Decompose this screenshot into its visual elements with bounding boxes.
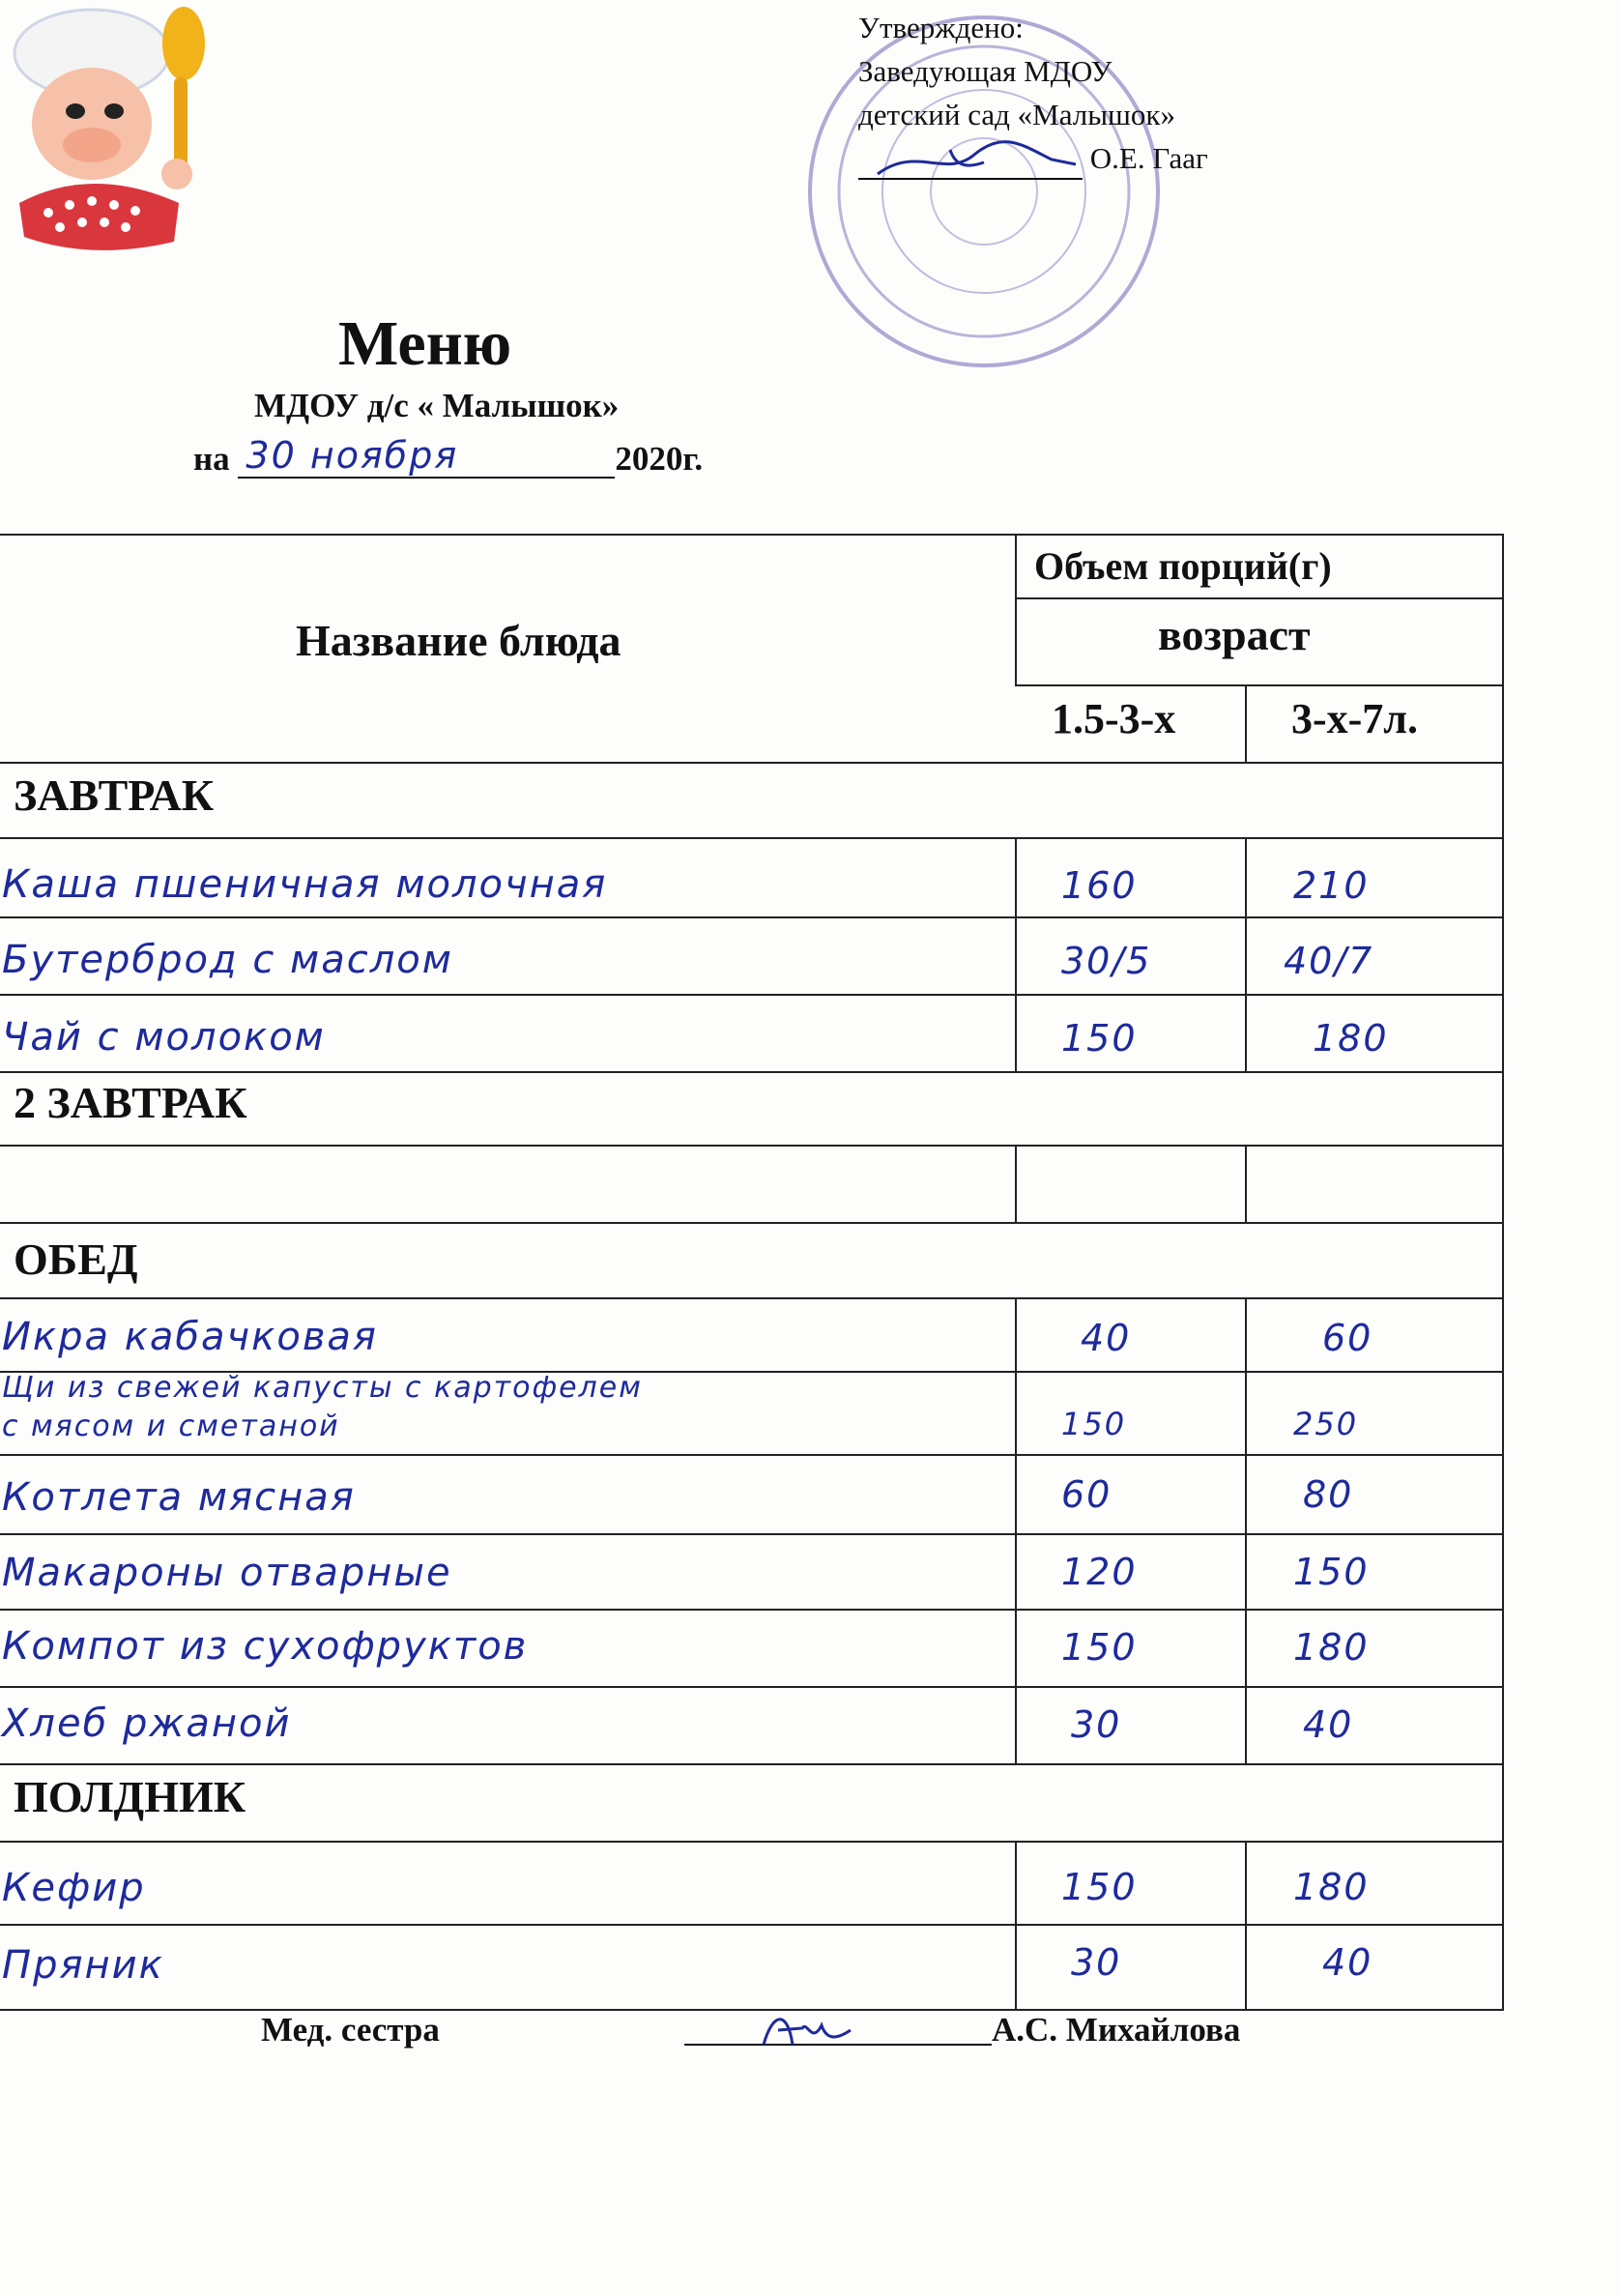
snack-item-2-young: 30 — [1071, 1941, 1122, 1984]
breakfast-item-3-young: 150 — [1061, 1017, 1138, 1060]
approval-line-1: Утверждено: — [858, 11, 1024, 44]
approval-line-2: Заведующая МДОУ — [858, 54, 1112, 88]
header-age-2: 3-х-7л. — [1291, 695, 1418, 742]
date-prefix: на — [193, 440, 230, 478]
header-age-1: 1.5-3-х — [1052, 695, 1176, 742]
snack-item-1-older: 180 — [1293, 1866, 1370, 1908]
lunch-item-1-older: 60 — [1322, 1317, 1373, 1359]
lunch-item-2-continued: с мясом и сметаной — [2, 1410, 340, 1443]
director-signature-line — [858, 149, 1083, 180]
date-handwritten: 30 ноября — [246, 434, 459, 477]
director-signature — [858, 135, 1081, 184]
lunch-item-1-young: 40 — [1081, 1317, 1132, 1359]
date-field — [238, 434, 615, 479]
lunch-item-4-older: 150 — [1293, 1551, 1370, 1593]
lunch-item-2-young: 150 — [1061, 1406, 1127, 1442]
nurse-name: А.С. Михайлова — [992, 2011, 1241, 2049]
lunch-item-6-older: 40 — [1303, 1703, 1354, 1746]
lunch-item-4: Макароны отварные — [2, 1551, 452, 1595]
header-age: возраст — [1158, 610, 1311, 659]
snack-item-1-young: 150 — [1061, 1866, 1138, 1908]
breakfast-item-1-older: 210 — [1293, 864, 1370, 907]
nurse-label: Мед. сестра — [261, 2011, 440, 2049]
chef-illustration — [0, 0, 232, 261]
approval-line-3: детский сад «Малышок» — [858, 98, 1175, 131]
section-lunch: ОБЕД — [14, 1235, 138, 1284]
snack-item-1: Кефир — [2, 1866, 146, 1910]
lunch-item-5: Компот из сухофруктов — [2, 1624, 529, 1669]
section-snack: ПОЛДНИК — [14, 1772, 246, 1821]
section-breakfast: ЗАВТРАК — [14, 770, 215, 820]
page-subtitle: МДОУ д/с « Малышок» — [254, 387, 620, 424]
breakfast-item-2-older: 40/7 — [1284, 940, 1374, 982]
lunch-item-5-older: 180 — [1293, 1626, 1370, 1669]
breakfast-item-3-older: 180 — [1313, 1017, 1389, 1060]
lunch-item-3: Котлета мясная — [2, 1475, 356, 1520]
lunch-item-6-young: 30 — [1071, 1703, 1122, 1746]
lunch-item-2: Щи из свежей капусты с картофелем — [2, 1371, 643, 1405]
lunch-item-2-older: 250 — [1293, 1406, 1359, 1442]
lunch-item-1: Икра кабачковая — [2, 1315, 378, 1359]
breakfast-item-1-young: 160 — [1061, 864, 1138, 907]
page-title: Меню — [338, 308, 512, 379]
approval-block — [858, 6, 1208, 180]
snack-item-2-older: 40 — [1322, 1941, 1373, 1984]
lunch-item-4-young: 120 — [1061, 1551, 1138, 1593]
snack-item-2: Пряник — [2, 1943, 164, 1988]
breakfast-item-2: Бутерброд с маслом — [2, 938, 453, 982]
breakfast-item-3: Чай с молоком — [2, 1015, 326, 1060]
lunch-item-5-young: 150 — [1061, 1626, 1138, 1669]
nurse-signature — [754, 2001, 860, 2059]
section-breakfast-2: 2 ЗАВТРАК — [14, 1078, 247, 1127]
lunch-item-3-young: 60 — [1061, 1473, 1112, 1516]
menu-date — [193, 434, 704, 479]
breakfast-item-1: Каша пшеничная молочная — [2, 862, 608, 907]
lunch-item-3-older: 80 — [1303, 1473, 1354, 1516]
director-name: О.Е. Гааг — [1089, 141, 1208, 175]
header-dish-name: Название блюда — [296, 616, 621, 665]
lunch-item-6: Хлеб ржаной — [2, 1701, 292, 1746]
date-suffix: 2020г. — [615, 440, 704, 478]
header-portion-volume: Объем порций(г) — [1034, 544, 1332, 588]
breakfast-item-2-young: 30/5 — [1061, 940, 1152, 982]
